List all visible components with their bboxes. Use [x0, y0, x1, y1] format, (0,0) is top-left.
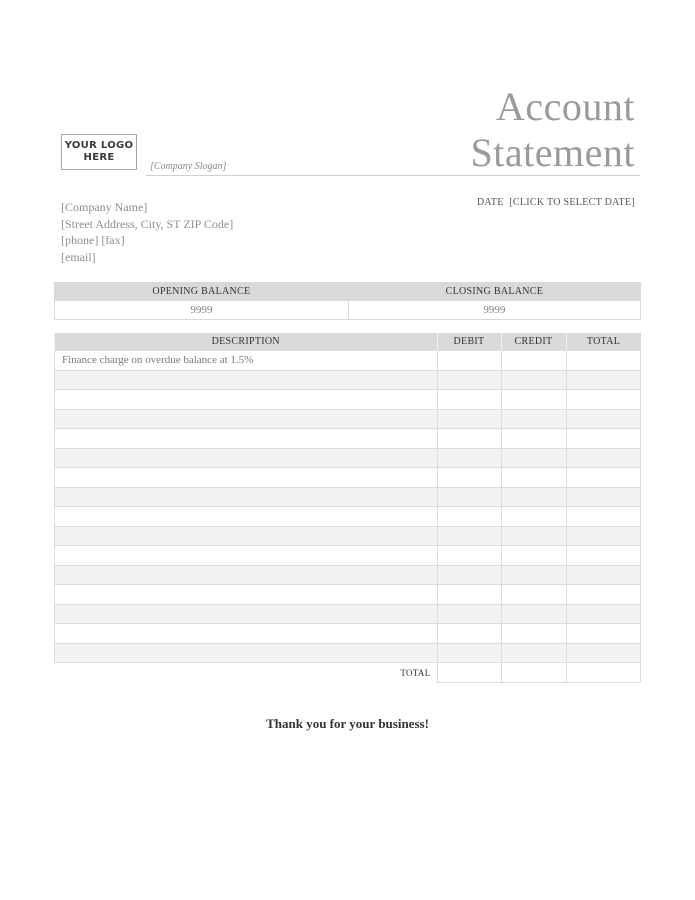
description-cell[interactable] [55, 448, 438, 468]
table-row [55, 448, 641, 468]
credit-cell[interactable] [501, 390, 566, 410]
opening-balance-value[interactable]: 9999 [55, 301, 349, 320]
total-cell[interactable] [566, 624, 641, 644]
description-cell[interactable] [55, 604, 438, 624]
table-row [55, 370, 641, 390]
description-cell[interactable] [55, 468, 438, 488]
total-row [55, 663, 641, 683]
credit-cell[interactable] [501, 409, 566, 429]
total-cell[interactable] [566, 390, 641, 410]
logo-text-line2: HERE [83, 152, 115, 163]
debit-cell[interactable] [437, 370, 501, 390]
company-email[interactable]: [email] [61, 249, 96, 264]
credit-cell[interactable] [501, 429, 566, 449]
description-cell[interactable] [55, 546, 438, 566]
date-picker[interactable]: [CLICK TO SELECT DATE] [509, 197, 635, 208]
total-total-cell[interactable] [566, 663, 641, 683]
description-cell[interactable] [55, 487, 438, 507]
description-cell[interactable] [55, 585, 438, 605]
company-slogan[interactable]: [Company Slogan] [150, 161, 227, 172]
total-cell[interactable] [566, 351, 641, 371]
credit-cell[interactable] [501, 468, 566, 488]
logo-text-line1: YOUR LOGO [64, 140, 134, 151]
description-cell[interactable]: Finance charge on overdue balance at 1.5% [55, 351, 438, 371]
credit-cell[interactable] [501, 604, 566, 624]
date-label: DATE [476, 197, 504, 208]
debit-cell[interactable] [437, 643, 501, 663]
credit-cell[interactable] [501, 351, 566, 371]
balance-table [54, 282, 641, 320]
total-credit-cell[interactable] [501, 663, 566, 683]
opening-balance-header: OPENING BALANCE [55, 283, 349, 301]
column-header-total: TOTAL [566, 333, 641, 351]
credit-cell[interactable] [501, 643, 566, 663]
debit-cell[interactable] [437, 468, 501, 488]
total-cell[interactable] [566, 565, 641, 585]
table-row [55, 546, 641, 566]
total-cell[interactable] [566, 409, 641, 429]
table-row [55, 585, 641, 605]
column-header-debit: DEBIT [437, 333, 501, 351]
credit-cell[interactable] [501, 546, 566, 566]
table-row [55, 468, 641, 488]
table-row [55, 526, 641, 546]
total-cell[interactable] [566, 526, 641, 546]
statement-items-table [54, 333, 641, 683]
company-name[interactable]: [Company Name] [61, 200, 148, 214]
debit-cell[interactable] [437, 390, 501, 410]
description-cell[interactable] [55, 429, 438, 449]
description-cell[interactable] [55, 643, 438, 663]
description-cell[interactable] [55, 409, 438, 429]
debit-cell[interactable] [437, 429, 501, 449]
column-header-description: DESCRIPTION [55, 333, 438, 351]
credit-cell[interactable] [501, 585, 566, 605]
company-street-address[interactable]: [Street Address, City, ST ZIP Code] [61, 216, 234, 231]
description-cell[interactable] [55, 507, 438, 527]
logo-placeholder[interactable] [61, 134, 137, 170]
thank-you-message: Thank you for your business! [266, 716, 429, 731]
table-row [55, 565, 641, 585]
credit-cell[interactable] [501, 487, 566, 507]
debit-cell[interactable] [437, 546, 501, 566]
debit-cell[interactable] [437, 585, 501, 605]
debit-cell[interactable] [437, 351, 501, 371]
title-line-account: Account [495, 84, 635, 129]
closing-balance-header: CLOSING BALANCE [348, 283, 640, 301]
table-row [55, 409, 641, 429]
header-divider [146, 175, 640, 176]
debit-cell[interactable] [437, 448, 501, 468]
title-line-statement: Statement [470, 130, 635, 175]
total-cell[interactable] [566, 468, 641, 488]
description-cell[interactable] [55, 624, 438, 644]
description-cell[interactable] [55, 370, 438, 390]
description-cell[interactable] [55, 390, 438, 410]
table-row [55, 390, 641, 410]
table-row [55, 487, 641, 507]
total-cell[interactable] [566, 487, 641, 507]
description-cell[interactable] [55, 526, 438, 546]
company-address-block [61, 199, 233, 265]
credit-cell[interactable] [501, 624, 566, 644]
credit-cell[interactable] [501, 370, 566, 390]
credit-cell[interactable] [501, 448, 566, 468]
total-cell[interactable] [566, 429, 641, 449]
total-cell[interactable] [566, 585, 641, 605]
debit-cell[interactable] [437, 409, 501, 429]
debit-cell[interactable] [437, 565, 501, 585]
table-row [55, 429, 641, 449]
credit-cell[interactable] [501, 565, 566, 585]
document-title [471, 84, 635, 176]
date-field[interactable] [477, 197, 635, 208]
total-cell[interactable] [566, 643, 641, 663]
total-cell[interactable] [566, 507, 641, 527]
total-cell[interactable] [566, 604, 641, 624]
table-row [55, 351, 641, 371]
debit-cell[interactable] [437, 604, 501, 624]
description-cell[interactable] [55, 565, 438, 585]
debit-cell[interactable] [437, 526, 501, 546]
total-label: TOTAL [55, 663, 438, 683]
credit-cell[interactable] [501, 526, 566, 546]
table-row [55, 604, 641, 624]
total-debit-cell[interactable] [437, 663, 501, 683]
table-row [55, 624, 641, 644]
column-header-credit: CREDIT [501, 333, 566, 351]
debit-cell[interactable] [437, 624, 501, 644]
table-row [55, 507, 641, 527]
closing-balance-value[interactable]: 9999 [348, 301, 640, 320]
table-row [55, 643, 641, 663]
company-phone-fax[interactable]: [phone] [fax] [61, 233, 125, 247]
debit-cell[interactable] [437, 507, 501, 527]
debit-cell[interactable] [437, 487, 501, 507]
total-cell[interactable] [566, 546, 641, 566]
total-cell[interactable] [566, 448, 641, 468]
credit-cell[interactable] [501, 507, 566, 527]
total-cell[interactable] [566, 370, 641, 390]
